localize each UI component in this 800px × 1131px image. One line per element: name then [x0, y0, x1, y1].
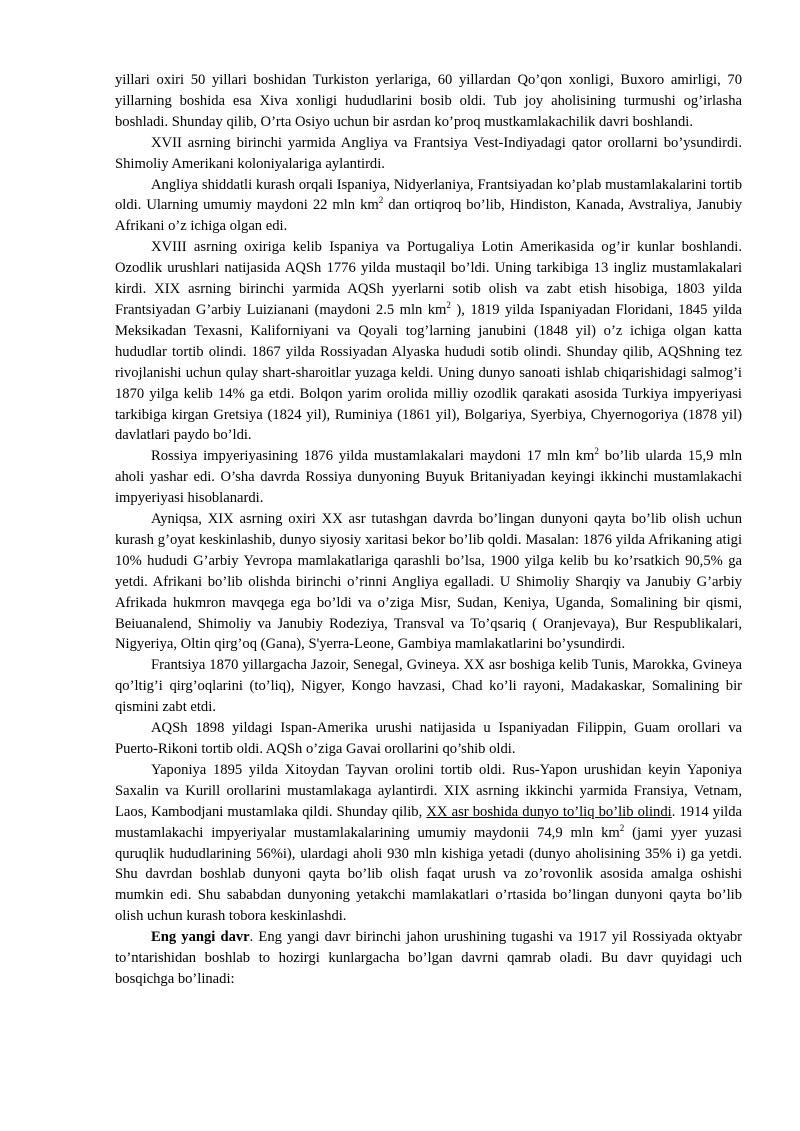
- paragraph: [115, 70, 742, 133]
- underlined-phrase: XX asr boshida dunyo to’liq bo’lib olindi: [426, 803, 672, 820]
- superscript: 2: [619, 822, 625, 833]
- paragraph: [115, 927, 742, 990]
- paragraph-text: yillari oxiri 50 yillari boshidan Turkiston yerlariga, 60 yillardan Qo’qon xonligi, Buxoro amirligi, 70 yillarning boshida esa Xiva xonligi hududlarini bosib oldi. Tub joy aholisining turmushi og’irlasha boshladi. Shunday qilib, O’rta Osiyo uchun bir asrdan ko’proq mustkamlakachilik davri boshlandi.: [115, 72, 742, 130]
- paragraph-text: Ayniqsa, XIX asrning oxiri XX asr tutashgan davrda bo’lingan dunyoni qayta bo’lib olish uchun kurash g’oyat keskinlashib, dunyo siyosiy xaritasi bekor bo’lib qoldi. Masalan: 1876 yilda Afrikaning atigi 10% hududi G’arbiy Yevropa mamlakatlariga qarashli bo’lsa, 1900 yilga kelib bu ko’rsatkich 90,5% ga yetdi. Afrikani bo’lib olishda birinchi o’rinni Angliya egalladi. U Shimoliy Sharqiy va Janubiy G’arbiy Afrikada hukmron mavqega ega bo’ldi va o’ziga Misr, Sudan, Keniya, Uganda, Somalining bir qismi, Beiuanalend, Shimoliy va Janubiy Rodeziya, Transval va To’qsariq ( Oranjevaya), Bur Respublikalari, Nigyeriya, Oltin qirg’oq (Gana), S'yerra-Leone, Gambiya mamlakatlarini bo’ysundirdi.: [115, 511, 742, 653]
- paragraph: [115, 237, 742, 446]
- paragraph-text: . 1914 yilda mustamlakachi impyeriyalar mustamlakalarining umumiy maydonii 74,9 mln km: [115, 803, 742, 841]
- paragraph-text: XVIII asrning oxiriga kelib Ispaniya va Portugaliya Lotin Amerikasida og’ir kunlar boshlandi. Ozodlik urushlari natijasida AQSh 1776 yilda mustaqil bo’ldi. Uning tarkibiga 13 ingliz mustamlakalari kirdi. XIX asrning birinchi yarmida AQSh yyerlarni sotib olish va zabt etish hisobiga, 1803 yilda Frantsiyadan G’arbiy Luizianani (maydoni 2.5 mln km: [115, 239, 742, 318]
- paragraph: [115, 718, 742, 760]
- paragraph-text: Angliya shiddatli kurash orqali Ispaniya, Nidyerlaniya, Frantsiyadan ko’plab mustamlakalarini tortib oldi. Ularning umumiy maydoni 22 mln km: [115, 176, 742, 214]
- paragraph-text: Rossiya impyeriyasining 1876 yilda mustamlakalari maydoni 17 mln km: [151, 448, 595, 465]
- paragraph: [115, 133, 742, 175]
- paragraph: [115, 446, 742, 509]
- superscript: 2: [378, 195, 384, 206]
- paragraph-text: AQSh 1898 yildagi Ispan-Amerika urushi natijasida u Ispaniyadan Filippin, Guam orollari va Puerto-Rikoni tortib oldi. AQSh o’ziga Gavai orollarini qo’shib oldi.: [115, 720, 742, 757]
- paragraph: [115, 509, 742, 655]
- paragraph-text: . Eng yangi davr birinchi jahon urushining tugashi va 1917 yil Rossiyada oktyabr to’ntarishidan boshlab to hozirgi kunlargacha bo’lgan davrni qamrab oladi. Bu davr quyidagi uch bosqichga bo’linadi:: [115, 929, 742, 987]
- section-heading: Eng yangi davr: [151, 929, 250, 946]
- paragraph: [115, 760, 742, 927]
- paragraph: [115, 175, 742, 238]
- superscript: 2: [446, 299, 451, 310]
- paragraph-text: Yaponiya 1895 yilda Xitoydan Tayvan orolini tortib oldi. Rus-Yapon urushidan keyin Yaponiya Saxalin va Kurill orollarini mustamlakaga aylantirdi. XIX asrning ikkinchi yarmida Fransiya, Vetnam, Laos, Kambodjani mustamlaka qildi. Shunday qilib,: [115, 761, 742, 820]
- superscript: 2: [594, 446, 599, 457]
- paragraph-text: ), 1819 yilda Ispaniyadan Floridani, 1845 yilda Meksikadan Texasni, Kaliforniyani va Qoyali tog’larning janubini (1848 yil) o’z ichiga olgan katta hududlar tortib olindi. 1867 yilda Rossiyadan Alyaska hududi sotib olindi. Shunday qilib, AQShning tez rivojlanishi uchun qulay shart-sharoitlar yuzaga keldi. Uning dunyo sanoati ishlab chiqarishidagi salmog’i 1870 yilga kelib 14% ga etdi. Bolqon yarim orolida milliy ozodlik qarakati asosida Turkiya impyeriyasi tarkibiga kirgan Gretsiya (1824 yil), Ruminiya (1861 yil), Bolgariya, Syerbiya, Chyernogoriya (1878 yil) davlatlari paydo bo’ldi.: [115, 301, 743, 444]
- paragraph-text: (jami yyer yuzasi quruqlik hududlarining 56%i), ulardagi aholi 930 mln kishiga yetadi (dunyo aholisining 35% i) ga yetdi. Shu davrdan boshlab dunyoni qayta bo’lib olish faqat urush va zo’rovonlik asosida amalga oshishi mumkin edi. Shu sababdan dunyoning yetakchi mamlakatlari o’rtasida bo’lingan dunyoni qayta bo’lib olish uchun kurash tobora keskinlashdi.: [115, 824, 742, 925]
- paragraph-text: bo’lib ularda 15,9 mln aholi yashar edi. O’sha davrda Rossiya dunyoning Buyuk Britaniyadan keyingi ikkinchi mustamlakachi impyeriyasi hisoblanardi.: [115, 448, 742, 507]
- paragraph-text: XVII asrning birinchi yarmida Angliya va Frantsiya Vest-Indiyadagi qator orollarni bo’ysundirdi. Shimoliy Amerikani koloniyalariga aylantirdi.: [115, 134, 742, 172]
- document-page: [115, 70, 742, 990]
- paragraph-text: Frantsiya 1870 yillargacha Jazoir, Senegal, Gvineya. XX asr boshiga kelib Tunis, Marokka, Gvineya qo’ltig’i qirg’oqlarini (to’liq), Nigyer, Kongo havzasi, Chad ko’li rayoni, Madakaskar, Somalining bir qismini zabt etdi.: [115, 657, 742, 716]
- paragraph: [115, 655, 742, 718]
- paragraph-text: dan ortiqroq bo’lib, Hindiston, Kanada, Avstraliya, Janubiy Afrikani o’z ichiga olgan edi.: [115, 197, 742, 235]
